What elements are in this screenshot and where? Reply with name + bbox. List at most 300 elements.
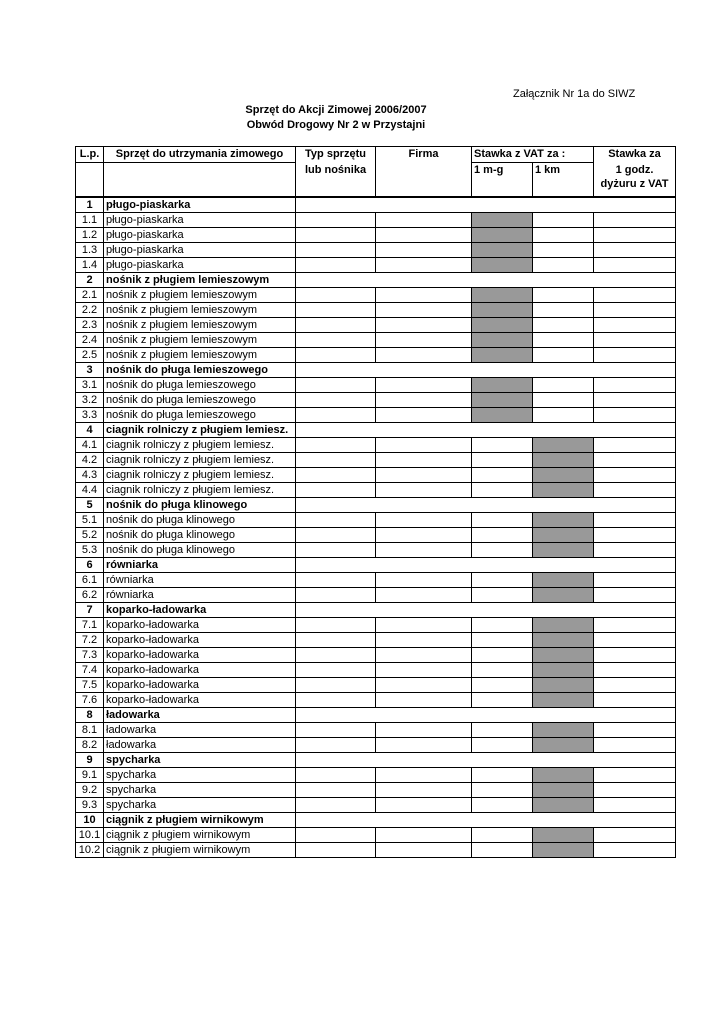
company-cell[interactable] bbox=[376, 543, 472, 558]
table-row bbox=[76, 828, 676, 843]
type-cell[interactable] bbox=[296, 513, 376, 528]
header-per-mg: 1 m-g bbox=[472, 163, 533, 179]
row-equipment-name: nośnik do pługa klinowego bbox=[104, 513, 296, 528]
duty-rate-cell[interactable] bbox=[594, 678, 676, 693]
duty-rate-cell[interactable] bbox=[594, 378, 676, 393]
company-cell[interactable] bbox=[376, 588, 472, 603]
table-row bbox=[76, 843, 676, 858]
company-cell[interactable] bbox=[376, 618, 472, 633]
rate-mg-cell bbox=[472, 333, 533, 348]
row-lp: 10.2 bbox=[76, 843, 104, 858]
company-cell[interactable] bbox=[376, 213, 472, 228]
table-row bbox=[76, 483, 676, 498]
rate-mg-cell bbox=[472, 408, 533, 423]
rate-mg-cell[interactable] bbox=[472, 648, 533, 663]
type-cell[interactable] bbox=[296, 243, 376, 258]
rate-km-cell bbox=[533, 573, 594, 588]
rate-km-cell[interactable] bbox=[533, 318, 594, 333]
table-row bbox=[76, 408, 676, 423]
rate-mg-cell bbox=[472, 393, 533, 408]
type-cell[interactable] bbox=[296, 573, 376, 588]
category-row bbox=[76, 423, 676, 438]
type-cell[interactable] bbox=[296, 468, 376, 483]
row-equipment-name: pługo-piaskarka bbox=[104, 243, 296, 258]
row-equipment-name: nośnik do pługa lemieszowego bbox=[104, 393, 296, 408]
row-lp: 4.4 bbox=[76, 483, 104, 498]
type-cell[interactable] bbox=[296, 648, 376, 663]
rate-mg-cell[interactable] bbox=[472, 453, 533, 468]
rate-km-cell[interactable] bbox=[533, 303, 594, 318]
rate-mg-cell bbox=[472, 213, 533, 228]
table-row bbox=[76, 618, 676, 633]
type-cell[interactable] bbox=[296, 738, 376, 753]
header-per-km: 1 km bbox=[533, 163, 594, 179]
company-cell[interactable] bbox=[376, 693, 472, 708]
row-lp: 3.3 bbox=[76, 408, 104, 423]
row-lp: 2.1 bbox=[76, 288, 104, 303]
table-row bbox=[76, 738, 676, 753]
table-row bbox=[76, 693, 676, 708]
rate-mg-cell bbox=[472, 348, 533, 363]
company-cell[interactable] bbox=[376, 573, 472, 588]
rate-mg-cell[interactable] bbox=[472, 768, 533, 783]
table-row bbox=[76, 318, 676, 333]
type-cell[interactable] bbox=[296, 378, 376, 393]
type-cell[interactable] bbox=[296, 228, 376, 243]
row-lp: 10.1 bbox=[76, 828, 104, 843]
duty-rate-cell[interactable] bbox=[594, 318, 676, 333]
row-lp: 9.1 bbox=[76, 768, 104, 783]
table-row bbox=[76, 333, 676, 348]
duty-rate-cell[interactable] bbox=[594, 633, 676, 648]
rate-km-cell[interactable] bbox=[533, 378, 594, 393]
table-row bbox=[76, 453, 676, 468]
rate-mg-cell[interactable] bbox=[472, 528, 533, 543]
type-cell[interactable] bbox=[296, 213, 376, 228]
row-lp: 9.3 bbox=[76, 798, 104, 813]
company-cell[interactable] bbox=[376, 393, 472, 408]
company-cell[interactable] bbox=[376, 633, 472, 648]
type-cell[interactable] bbox=[296, 348, 376, 363]
row-lp: 5.2 bbox=[76, 528, 104, 543]
header-duty-line3: dyżuru z VAT bbox=[594, 178, 676, 191]
rate-mg-cell bbox=[472, 258, 533, 273]
rate-mg-cell bbox=[472, 303, 533, 318]
table-row bbox=[76, 243, 676, 258]
rate-mg-cell bbox=[472, 318, 533, 333]
row-equipment-name: spycharka bbox=[104, 753, 296, 768]
rate-km-cell[interactable] bbox=[533, 288, 594, 303]
category-blank bbox=[296, 813, 676, 828]
table-row bbox=[76, 648, 676, 663]
row-lp: 2.3 bbox=[76, 318, 104, 333]
company-cell[interactable] bbox=[376, 468, 472, 483]
rate-mg-cell bbox=[472, 378, 533, 393]
header-lp: L.p. bbox=[76, 147, 104, 163]
company-cell[interactable] bbox=[376, 438, 472, 453]
row-equipment-name: pługo-piaskarka bbox=[104, 197, 296, 213]
type-cell[interactable] bbox=[296, 588, 376, 603]
company-cell[interactable] bbox=[376, 738, 472, 753]
company-cell[interactable] bbox=[376, 648, 472, 663]
rate-km-cell bbox=[533, 453, 594, 468]
table-row bbox=[76, 348, 676, 363]
company-cell[interactable] bbox=[376, 528, 472, 543]
company-cell[interactable] bbox=[376, 303, 472, 318]
category-row bbox=[76, 273, 676, 288]
duty-rate-cell[interactable] bbox=[594, 438, 676, 453]
rate-mg-cell[interactable] bbox=[472, 438, 533, 453]
duty-rate-cell[interactable] bbox=[594, 663, 676, 678]
category-row bbox=[76, 813, 676, 828]
row-lp: 7.4 bbox=[76, 663, 104, 678]
company-cell[interactable] bbox=[376, 843, 472, 858]
rate-km-cell bbox=[533, 768, 594, 783]
row-equipment-name: ciągnik z pługiem wirnikowym bbox=[104, 813, 296, 828]
category-blank bbox=[296, 603, 676, 618]
table-header bbox=[76, 147, 676, 198]
rate-mg-cell[interactable] bbox=[472, 513, 533, 528]
header-type bbox=[296, 147, 376, 163]
category-row bbox=[76, 498, 676, 513]
table-row bbox=[76, 783, 676, 798]
type-cell[interactable] bbox=[296, 483, 376, 498]
rate-mg-cell[interactable] bbox=[472, 633, 533, 648]
duty-rate-cell[interactable] bbox=[594, 573, 676, 588]
row-lp: 3.2 bbox=[76, 393, 104, 408]
row-equipment-name: spycharka bbox=[104, 798, 296, 813]
rate-km-cell bbox=[533, 528, 594, 543]
rate-km-cell bbox=[533, 648, 594, 663]
header-duty-line2: 1 godz. bbox=[594, 163, 676, 179]
table-row bbox=[76, 228, 676, 243]
rate-km-cell bbox=[533, 483, 594, 498]
row-equipment-name: spycharka bbox=[104, 768, 296, 783]
row-lp: 8 bbox=[76, 708, 104, 723]
company-cell[interactable] bbox=[376, 258, 472, 273]
rate-km-cell[interactable] bbox=[533, 333, 594, 348]
duty-rate-cell[interactable] bbox=[594, 783, 676, 798]
row-equipment-name: pługo-piaskarka bbox=[104, 228, 296, 243]
type-cell[interactable] bbox=[296, 768, 376, 783]
row-lp: 9 bbox=[76, 753, 104, 768]
header-duty-line1: Stawka za bbox=[608, 148, 661, 160]
category-blank bbox=[296, 558, 676, 573]
row-lp: 8.1 bbox=[76, 723, 104, 738]
rate-km-cell bbox=[533, 798, 594, 813]
table-row bbox=[76, 513, 676, 528]
row-lp: 5.3 bbox=[76, 543, 104, 558]
category-blank bbox=[296, 753, 676, 768]
header-company-cont bbox=[376, 163, 472, 179]
duty-rate-cell[interactable] bbox=[594, 738, 676, 753]
table-row bbox=[76, 528, 676, 543]
rate-km-cell[interactable] bbox=[533, 258, 594, 273]
row-lp: 7.5 bbox=[76, 678, 104, 693]
document-title: Sprzęt do Akcji Zimowej 2006/2007 bbox=[245, 104, 427, 116]
header-equipment: Sprzęt do utrzymania zimowego bbox=[104, 147, 296, 163]
table-row bbox=[76, 573, 676, 588]
duty-rate-cell[interactable] bbox=[594, 528, 676, 543]
company-cell[interactable] bbox=[376, 288, 472, 303]
row-equipment-name: nośnik z pługiem lemieszowym bbox=[104, 318, 296, 333]
document-subtitle: Obwód Drogowy Nr 2 w Przystajni bbox=[246, 119, 426, 131]
duty-rate-cell[interactable] bbox=[594, 258, 676, 273]
row-equipment-name: nośnik z pługiem lemieszowym bbox=[104, 348, 296, 363]
type-cell[interactable] bbox=[296, 528, 376, 543]
category-blank bbox=[296, 708, 676, 723]
duty-rate-cell[interactable] bbox=[594, 243, 676, 258]
row-lp: 7.6 bbox=[76, 693, 104, 708]
row-equipment-name: nośnik do pługa klinowego bbox=[104, 528, 296, 543]
rate-mg-cell[interactable] bbox=[472, 678, 533, 693]
header-lp-cont bbox=[76, 163, 104, 179]
header-blank bbox=[376, 178, 472, 191]
table-row bbox=[76, 678, 676, 693]
duty-rate-cell[interactable] bbox=[594, 768, 676, 783]
table-row bbox=[76, 543, 676, 558]
company-cell[interactable] bbox=[376, 513, 472, 528]
row-lp: 3 bbox=[76, 363, 104, 378]
duty-rate-cell[interactable] bbox=[594, 288, 676, 303]
row-equipment-name: równiarka bbox=[104, 558, 296, 573]
rate-km-cell bbox=[533, 633, 594, 648]
annex-label: Załącznik Nr 1a do SIWZ bbox=[513, 88, 636, 100]
duty-rate-cell[interactable] bbox=[594, 393, 676, 408]
rate-mg-cell[interactable] bbox=[472, 468, 533, 483]
duty-rate-cell[interactable] bbox=[594, 228, 676, 243]
rate-mg-cell[interactable] bbox=[472, 588, 533, 603]
rate-km-cell bbox=[533, 618, 594, 633]
company-cell[interactable] bbox=[376, 483, 472, 498]
duty-rate-cell[interactable] bbox=[594, 513, 676, 528]
company-cell[interactable] bbox=[376, 243, 472, 258]
type-cell[interactable] bbox=[296, 303, 376, 318]
company-cell[interactable] bbox=[376, 783, 472, 798]
type-cell[interactable] bbox=[296, 783, 376, 798]
table-row bbox=[76, 378, 676, 393]
rate-km-cell bbox=[533, 663, 594, 678]
row-equipment-name: koparko-ładowarka bbox=[104, 678, 296, 693]
rate-km-cell bbox=[533, 783, 594, 798]
row-equipment-name: nośnik z pługiem lemieszowym bbox=[104, 288, 296, 303]
header-rate-vat: Stawka z VAT za : bbox=[472, 147, 594, 163]
category-row bbox=[76, 197, 676, 213]
rate-mg-cell[interactable] bbox=[472, 483, 533, 498]
company-cell[interactable] bbox=[376, 723, 472, 738]
rate-mg-cell[interactable] bbox=[472, 693, 533, 708]
row-equipment-name: ciągnik z pługiem wirnikowym bbox=[104, 843, 296, 858]
category-row bbox=[76, 363, 676, 378]
type-cell[interactable] bbox=[296, 828, 376, 843]
table-row bbox=[76, 663, 676, 678]
header-blank bbox=[76, 178, 104, 191]
row-lp: 7.2 bbox=[76, 633, 104, 648]
type-cell[interactable] bbox=[296, 453, 376, 468]
table-row bbox=[76, 588, 676, 603]
duty-rate-cell[interactable] bbox=[594, 648, 676, 663]
company-cell[interactable] bbox=[376, 768, 472, 783]
company-cell[interactable] bbox=[376, 798, 472, 813]
rate-mg-cell[interactable] bbox=[472, 738, 533, 753]
row-equipment-name: nośnik do pługa lemieszowego bbox=[104, 408, 296, 423]
company-cell[interactable] bbox=[376, 348, 472, 363]
type-cell[interactable] bbox=[296, 393, 376, 408]
type-cell[interactable] bbox=[296, 333, 376, 348]
company-cell[interactable] bbox=[376, 378, 472, 393]
duty-rate-cell[interactable] bbox=[594, 483, 676, 498]
rate-km-cell[interactable] bbox=[533, 213, 594, 228]
row-equipment-name: koparko-ładowarka bbox=[104, 603, 296, 618]
duty-rate-cell[interactable] bbox=[594, 213, 676, 228]
row-equipment-name: koparko-ładowarka bbox=[104, 693, 296, 708]
type-cell[interactable] bbox=[296, 633, 376, 648]
row-equipment-name: spycharka bbox=[104, 783, 296, 798]
category-row bbox=[76, 708, 676, 723]
row-equipment-name: koparko-ładowarka bbox=[104, 618, 296, 633]
rate-mg-cell bbox=[472, 228, 533, 243]
table-row bbox=[76, 258, 676, 273]
type-cell[interactable] bbox=[296, 318, 376, 333]
rate-mg-cell[interactable] bbox=[472, 723, 533, 738]
row-equipment-name: równiarka bbox=[104, 573, 296, 588]
duty-rate-cell[interactable] bbox=[594, 408, 676, 423]
category-blank bbox=[296, 197, 676, 213]
category-blank bbox=[296, 498, 676, 513]
rate-mg-cell[interactable] bbox=[472, 663, 533, 678]
header-company: Firma bbox=[376, 147, 472, 163]
equipment-table bbox=[75, 146, 676, 858]
table-row bbox=[76, 303, 676, 318]
type-cell[interactable] bbox=[296, 408, 376, 423]
rate-mg-cell[interactable] bbox=[472, 798, 533, 813]
table-row bbox=[76, 468, 676, 483]
table-row bbox=[76, 393, 676, 408]
duty-rate-cell[interactable] bbox=[594, 843, 676, 858]
type-cell[interactable] bbox=[296, 288, 376, 303]
table-row bbox=[76, 288, 676, 303]
table-row bbox=[76, 633, 676, 648]
row-lp: 2.4 bbox=[76, 333, 104, 348]
rate-km-cell[interactable] bbox=[533, 243, 594, 258]
header-type-line2: lub nośnika bbox=[296, 163, 376, 179]
company-cell[interactable] bbox=[376, 408, 472, 423]
type-cell[interactable] bbox=[296, 693, 376, 708]
row-equipment-name: ładowarka bbox=[104, 738, 296, 753]
row-equipment-name: ciagnik rolniczy z pługiem lemiesz. bbox=[104, 423, 296, 438]
company-cell[interactable] bbox=[376, 333, 472, 348]
category-row bbox=[76, 753, 676, 768]
header-duty bbox=[594, 147, 676, 163]
category-blank bbox=[296, 363, 676, 378]
duty-rate-cell[interactable] bbox=[594, 303, 676, 318]
row-lp: 10 bbox=[76, 813, 104, 828]
header-blank bbox=[296, 178, 376, 191]
row-equipment-name: koparko-ładowarka bbox=[104, 663, 296, 678]
row-lp: 2 bbox=[76, 273, 104, 288]
row-lp: 1.1 bbox=[76, 213, 104, 228]
type-cell[interactable] bbox=[296, 618, 376, 633]
rate-mg-cell[interactable] bbox=[472, 618, 533, 633]
rate-mg-cell[interactable] bbox=[472, 543, 533, 558]
row-equipment-name: nośnik z pługiem lemieszowym bbox=[104, 333, 296, 348]
rate-km-cell[interactable] bbox=[533, 393, 594, 408]
type-cell[interactable] bbox=[296, 678, 376, 693]
category-row bbox=[76, 603, 676, 618]
duty-rate-cell[interactable] bbox=[594, 453, 676, 468]
table-row bbox=[76, 213, 676, 228]
duty-rate-cell[interactable] bbox=[594, 333, 676, 348]
rate-mg-cell bbox=[472, 243, 533, 258]
type-cell[interactable] bbox=[296, 663, 376, 678]
category-row bbox=[76, 558, 676, 573]
type-cell[interactable] bbox=[296, 543, 376, 558]
row-equipment-name: nośnik z pługiem lemieszowym bbox=[104, 273, 296, 288]
rate-km-cell bbox=[533, 678, 594, 693]
duty-rate-cell[interactable] bbox=[594, 828, 676, 843]
duty-rate-cell[interactable] bbox=[594, 723, 676, 738]
duty-rate-cell[interactable] bbox=[594, 348, 676, 363]
duty-rate-cell[interactable] bbox=[594, 798, 676, 813]
duty-rate-cell[interactable] bbox=[594, 693, 676, 708]
row-equipment-name: nośnik do pługa klinowego bbox=[104, 543, 296, 558]
company-cell[interactable] bbox=[376, 453, 472, 468]
type-cell[interactable] bbox=[296, 798, 376, 813]
company-cell[interactable] bbox=[376, 318, 472, 333]
header-type-line1: Typ sprzętu bbox=[305, 148, 366, 160]
row-equipment-name: równiarka bbox=[104, 588, 296, 603]
row-equipment-name: koparko-ładowarka bbox=[104, 633, 296, 648]
type-cell[interactable] bbox=[296, 843, 376, 858]
rate-km-cell bbox=[533, 543, 594, 558]
row-equipment-name: nośnik do pługa lemieszowego bbox=[104, 363, 296, 378]
header-blank bbox=[472, 178, 533, 191]
type-cell[interactable] bbox=[296, 258, 376, 273]
duty-rate-cell[interactable] bbox=[594, 618, 676, 633]
rate-km-cell bbox=[533, 738, 594, 753]
table-body bbox=[76, 197, 676, 858]
duty-rate-cell[interactable] bbox=[594, 468, 676, 483]
rate-mg-cell[interactable] bbox=[472, 828, 533, 843]
rate-mg-cell[interactable] bbox=[472, 783, 533, 798]
row-equipment-name: ciagnik rolniczy z pługiem lemiesz. bbox=[104, 468, 296, 483]
rate-mg-cell[interactable] bbox=[472, 843, 533, 858]
rate-mg-cell bbox=[472, 288, 533, 303]
company-cell[interactable] bbox=[376, 663, 472, 678]
rate-km-cell[interactable] bbox=[533, 348, 594, 363]
row-lp: 6.1 bbox=[76, 573, 104, 588]
rate-km-cell[interactable] bbox=[533, 228, 594, 243]
company-cell[interactable] bbox=[376, 228, 472, 243]
rate-km-cell[interactable] bbox=[533, 408, 594, 423]
company-cell[interactable] bbox=[376, 678, 472, 693]
type-cell[interactable] bbox=[296, 723, 376, 738]
rate-km-cell bbox=[533, 723, 594, 738]
type-cell[interactable] bbox=[296, 438, 376, 453]
row-lp: 8.2 bbox=[76, 738, 104, 753]
duty-rate-cell[interactable] bbox=[594, 543, 676, 558]
row-equipment-name: ciagnik rolniczy z pługiem lemiesz. bbox=[104, 438, 296, 453]
row-equipment-name: ciagnik rolniczy z pługiem lemiesz. bbox=[104, 483, 296, 498]
header-blank bbox=[533, 178, 594, 191]
row-lp: 2.2 bbox=[76, 303, 104, 318]
company-cell[interactable] bbox=[376, 828, 472, 843]
duty-rate-cell[interactable] bbox=[594, 588, 676, 603]
row-lp: 5 bbox=[76, 498, 104, 513]
row-equipment-name: pługo-piaskarka bbox=[104, 213, 296, 228]
row-lp: 6 bbox=[76, 558, 104, 573]
rate-mg-cell[interactable] bbox=[472, 573, 533, 588]
